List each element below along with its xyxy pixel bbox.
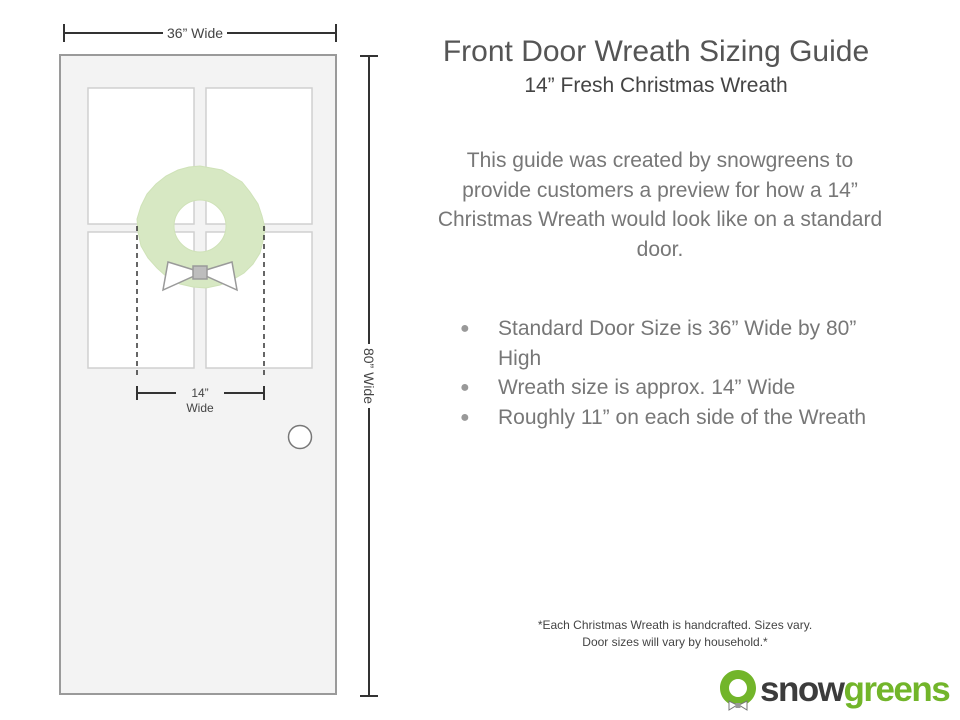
fact-item (456, 373, 896, 403)
page-subtitle: 14” Fresh Christmas Wreath (524, 74, 788, 97)
logo-wordmark (760, 668, 949, 712)
wreath-width-label (170, 386, 230, 416)
bullet-icon: ● (460, 379, 470, 396)
door-diagram (0, 0, 400, 720)
door-width-label: 36” Wide (163, 25, 227, 41)
fact-item (456, 314, 896, 373)
bullet-icon: ● (460, 320, 470, 337)
fact-text: Standard Door Size is 36” Wide by 80” High (498, 317, 857, 370)
sizing-facts-list (456, 314, 896, 432)
fact-item (456, 403, 896, 433)
bullet-icon: ● (460, 408, 470, 426)
guide-description: This guide was created by snowgreens to provide customers a preview for how a 14” Christmas Wreath would look like on a standard door. (437, 149, 883, 261)
footnote-line-1: *Each Christmas Wreath is handcrafted. Sizes vary. (537, 618, 813, 632)
logo-text-snow: snow (760, 670, 844, 709)
footnote-line-2: Door sizes will vary by household.* (582, 635, 768, 649)
snowgreens-logo (718, 666, 948, 716)
logo-text-greens: greens (843, 670, 950, 709)
door-knob (289, 426, 312, 449)
wreath-width-value: 14” (191, 386, 209, 400)
wreath-logo-icon (718, 668, 758, 716)
page-title: Front Door Wreath Sizing Guide (442, 35, 870, 68)
wreath-width-unit: Wide (186, 401, 214, 415)
fact-text: Wreath size is approx. 14” Wide (498, 376, 796, 399)
fact-text: Roughly 11” on each side of the Wreath (498, 405, 867, 429)
disclaimer-footnote (495, 617, 855, 651)
door-height-label: 80” Wide (361, 344, 377, 408)
